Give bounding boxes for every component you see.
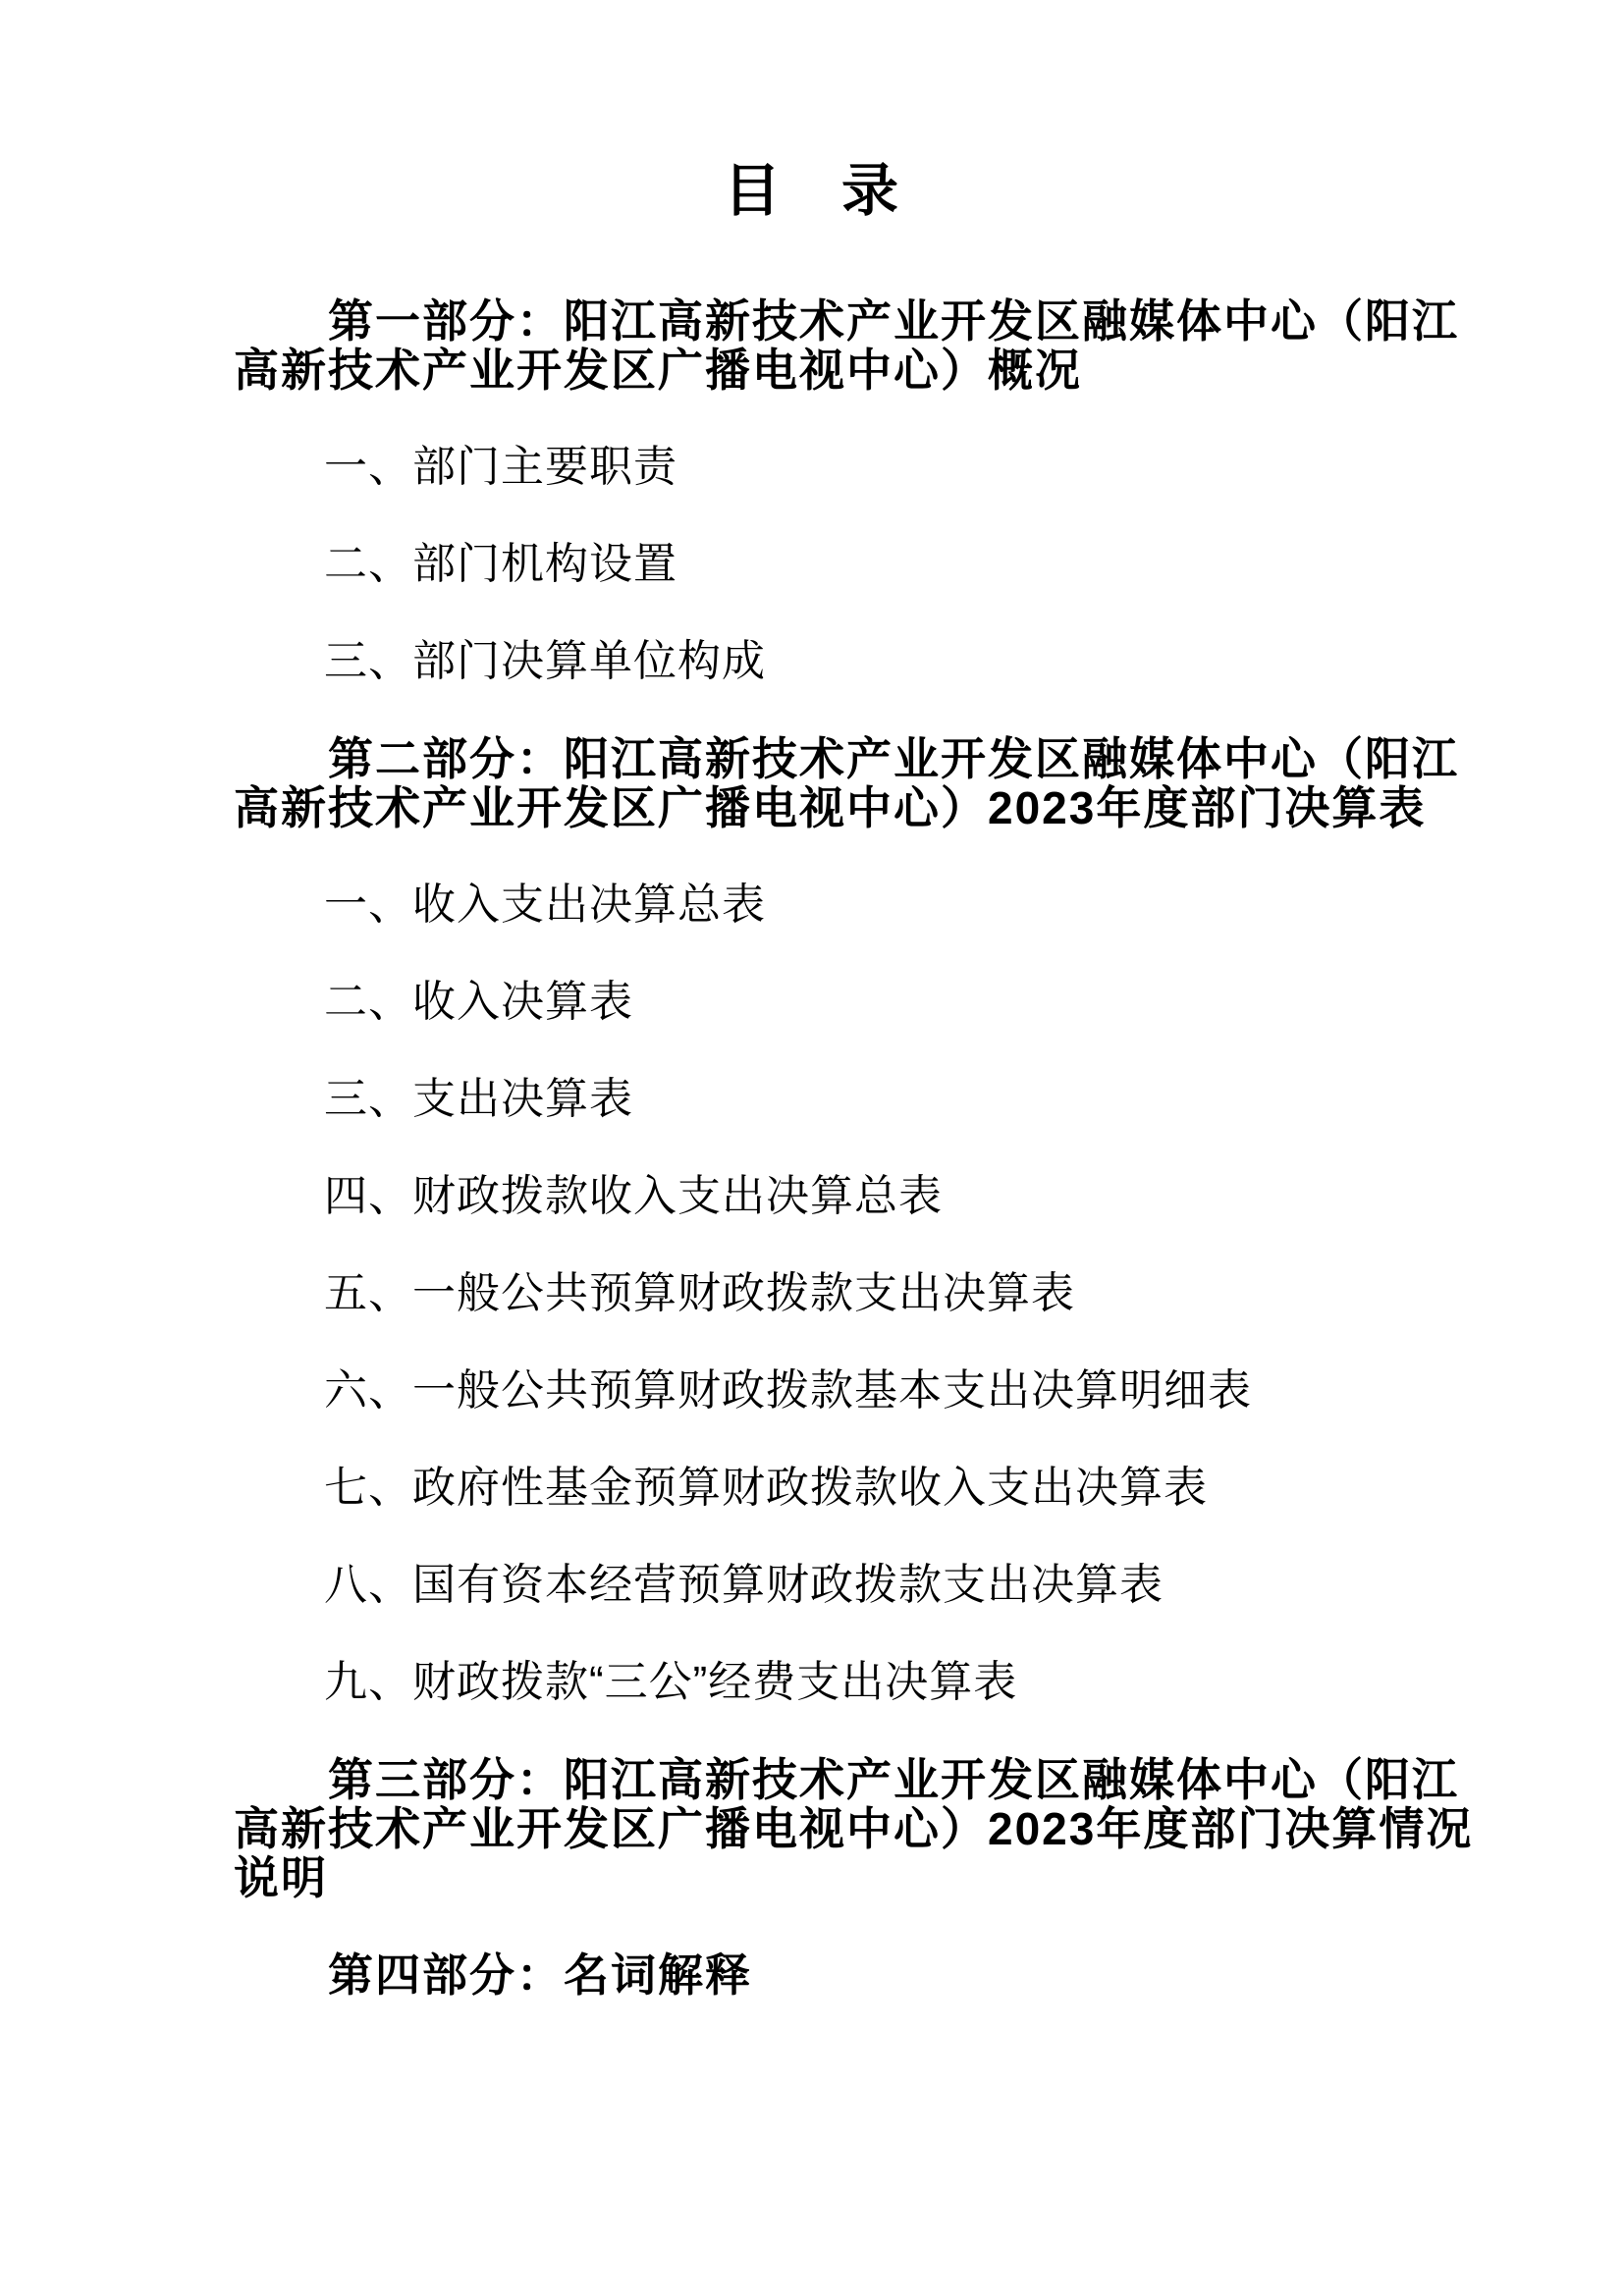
heading-line: 高新技术产业开发区广播电视中心）概况 [234, 345, 1082, 396]
heading-line: 第一部分：阳江高新技术产业开发区融媒体中心（阳江 [328, 295, 1459, 347]
page-title: 目 录 [723, 159, 900, 223]
toc-item-income-table: 二、收入决算表 [324, 978, 633, 1026]
section-part4 [234, 1950, 1463, 2000]
section-part2-heading [234, 734, 1463, 832]
section-part2 [234, 734, 1463, 1707]
toc-item-dept-duties: 一、部门主要职责 [324, 443, 677, 491]
heading-line: 说明 [234, 1852, 328, 1903]
heading-line: 高新技术产业开发区广播电视中心）2023年度部门决算情况 [234, 1803, 1474, 1854]
toc-item-fiscal-appropriation-summary: 四、财政拨款收入支出决算总表 [324, 1172, 943, 1220]
toc-item-state-capital-budget: 八、国有资本经营预算财政拨款支出决算表 [324, 1561, 1164, 1609]
toc-item-income-expense-summary: 一、收入支出决算总表 [324, 881, 766, 929]
section-part1 [234, 296, 1463, 686]
heading-line: 高新技术产业开发区广播电视中心）2023年度部门决算表 [234, 782, 1427, 833]
section-part3-heading [234, 1754, 1474, 1903]
heading-line: 第二部分：阳江高新技术产业开发区融媒体中心（阳江 [328, 733, 1459, 784]
toc-item-general-budget-expense: 五、一般公共预算财政拨款支出决算表 [324, 1269, 1075, 1317]
toc-item-gov-fund-budget: 七、政府性基金预算财政拨款收入支出决算表 [324, 1464, 1208, 1512]
heading-line: 第三部分：阳江高新技术产业开发区融媒体中心（阳江 [328, 1754, 1459, 1805]
toc-item-expense-table: 三、支出决算表 [324, 1075, 633, 1123]
toc-item-dept-units: 三、部门决算单位构成 [324, 637, 766, 685]
section-part4-heading [234, 1950, 1463, 2000]
section-part1-heading [234, 296, 1463, 395]
toc-item-general-budget-basic-expense-detail: 六、一般公共预算财政拨款基本支出决算明细表 [324, 1366, 1252, 1415]
toc-item-dept-structure: 二、部门机构设置 [324, 540, 677, 588]
heading-line: 第四部分：名词解释 [328, 1949, 752, 2001]
section-part3 [234, 1754, 1474, 1903]
toc-item-three-public-expense: 九、财政拨款“三公”经费支出决算表 [324, 1658, 1018, 1706]
